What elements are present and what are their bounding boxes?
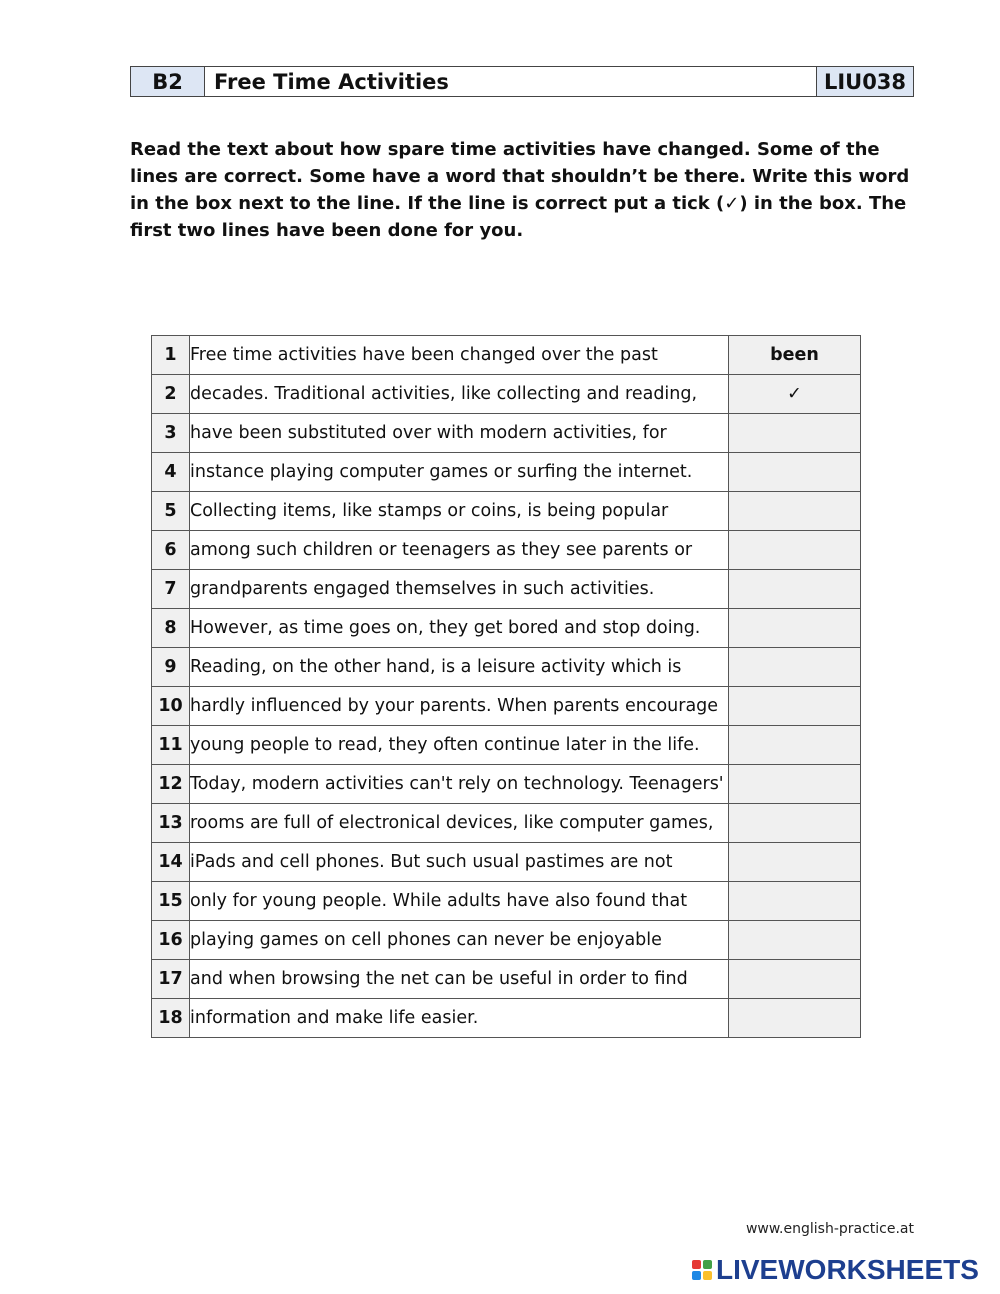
table-row xyxy=(152,453,861,492)
worksheet-code: LIU038 xyxy=(817,67,913,96)
table-row xyxy=(152,999,861,1038)
table-row xyxy=(152,804,861,843)
answer-box[interactable] xyxy=(729,804,861,843)
liveworksheets-logo[interactable] xyxy=(692,1254,979,1286)
line-number: 8 xyxy=(152,609,190,648)
table-row xyxy=(152,843,861,882)
answer-box[interactable] xyxy=(729,414,861,453)
table-row xyxy=(152,336,861,375)
answer-box[interactable] xyxy=(729,531,861,570)
table-row xyxy=(152,960,861,999)
line-number: 10 xyxy=(152,687,190,726)
table-row xyxy=(152,414,861,453)
worksheet-header xyxy=(130,66,914,97)
answer-box[interactable] xyxy=(729,648,861,687)
line-number: 3 xyxy=(152,414,190,453)
answer-box[interactable] xyxy=(729,492,861,531)
table-row xyxy=(152,687,861,726)
line-text: decades. Traditional activities, like collecting and reading, xyxy=(190,375,729,414)
line-number: 1 xyxy=(152,336,190,375)
answer-box[interactable] xyxy=(729,726,861,765)
line-number: 2 xyxy=(152,375,190,414)
table-row xyxy=(152,726,861,765)
line-text: among such children or teenagers as they see parents or xyxy=(190,531,729,570)
website-link[interactable]: www.english-practice.at xyxy=(745,1221,914,1237)
line-text: rooms are full of electronical devices, like computer games, xyxy=(190,804,729,843)
line-text: have been substituted over with modern activities, for xyxy=(190,414,729,453)
line-number: 5 xyxy=(152,492,190,531)
line-number: 13 xyxy=(152,804,190,843)
table-row xyxy=(152,492,861,531)
line-text: information and make life easier. xyxy=(190,999,729,1038)
line-text: instance playing computer games or surfing the internet. xyxy=(190,453,729,492)
line-text: only for young people. While adults have also found that xyxy=(190,882,729,921)
answer-box[interactable] xyxy=(729,765,861,804)
worksheet-title: Free Time Activities xyxy=(205,67,817,96)
table-row xyxy=(152,921,861,960)
line-number: 9 xyxy=(152,648,190,687)
line-number: 6 xyxy=(152,531,190,570)
answer-box[interactable] xyxy=(729,882,861,921)
answer-box[interactable] xyxy=(729,921,861,960)
answer-box[interactable]: been xyxy=(729,336,861,375)
line-number: 4 xyxy=(152,453,190,492)
table-row xyxy=(152,375,861,414)
answer-box[interactable] xyxy=(729,609,861,648)
line-text: Today, modern activities can't rely on technology. Teenagers' xyxy=(190,765,729,804)
table-row xyxy=(152,531,861,570)
answer-box[interactable] xyxy=(729,687,861,726)
answer-box[interactable] xyxy=(729,843,861,882)
brand-name: LIVEWORKSHEETS xyxy=(716,1254,979,1285)
line-text: grandparents engaged themselves in such activities. xyxy=(190,570,729,609)
line-text: iPads and cell phones. But such usual pastimes are not xyxy=(190,843,729,882)
line-number: 14 xyxy=(152,843,190,882)
level-label: B2 xyxy=(131,67,205,96)
exercise-table xyxy=(151,335,861,1038)
answer-box[interactable] xyxy=(729,960,861,999)
line-number: 18 xyxy=(152,999,190,1038)
instructions-text: Read the text about how spare time activities have changed. Some of the lines are correct. Some have a word that shouldn’t be there. Write this word in the box next to the line. If the line is correct put a tick (✓) in the box. The first two lines have been done for you. xyxy=(130,139,910,241)
table-row xyxy=(152,765,861,804)
line-text: playing games on cell phones can never be enjoyable xyxy=(190,921,729,960)
table-row xyxy=(152,609,861,648)
answer-box[interactable] xyxy=(729,999,861,1038)
line-text: hardly influenced by your parents. When parents encourage xyxy=(190,687,729,726)
line-number: 7 xyxy=(152,570,190,609)
line-number: 11 xyxy=(152,726,190,765)
table-row xyxy=(152,570,861,609)
table-row xyxy=(152,882,861,921)
line-text: young people to read, they often continue later in the life. xyxy=(190,726,729,765)
line-number: 16 xyxy=(152,921,190,960)
line-text: Free time activities have been changed over the past xyxy=(190,336,729,375)
answer-box[interactable] xyxy=(729,453,861,492)
answer-box[interactable]: ✓ xyxy=(729,375,861,414)
line-number: 15 xyxy=(152,882,190,921)
line-text: and when browsing the net can be useful in order to find xyxy=(190,960,729,999)
liveworksheets-icon xyxy=(692,1260,712,1280)
table-row xyxy=(152,648,861,687)
answer-box[interactable] xyxy=(729,570,861,609)
line-number: 17 xyxy=(152,960,190,999)
line-text: However, as time goes on, they get bored and stop doing. xyxy=(190,609,729,648)
line-text: Collecting items, like stamps or coins, is being popular xyxy=(190,492,729,531)
line-number: 12 xyxy=(152,765,190,804)
line-text: Reading, on the other hand, is a leisure activity which is xyxy=(190,648,729,687)
